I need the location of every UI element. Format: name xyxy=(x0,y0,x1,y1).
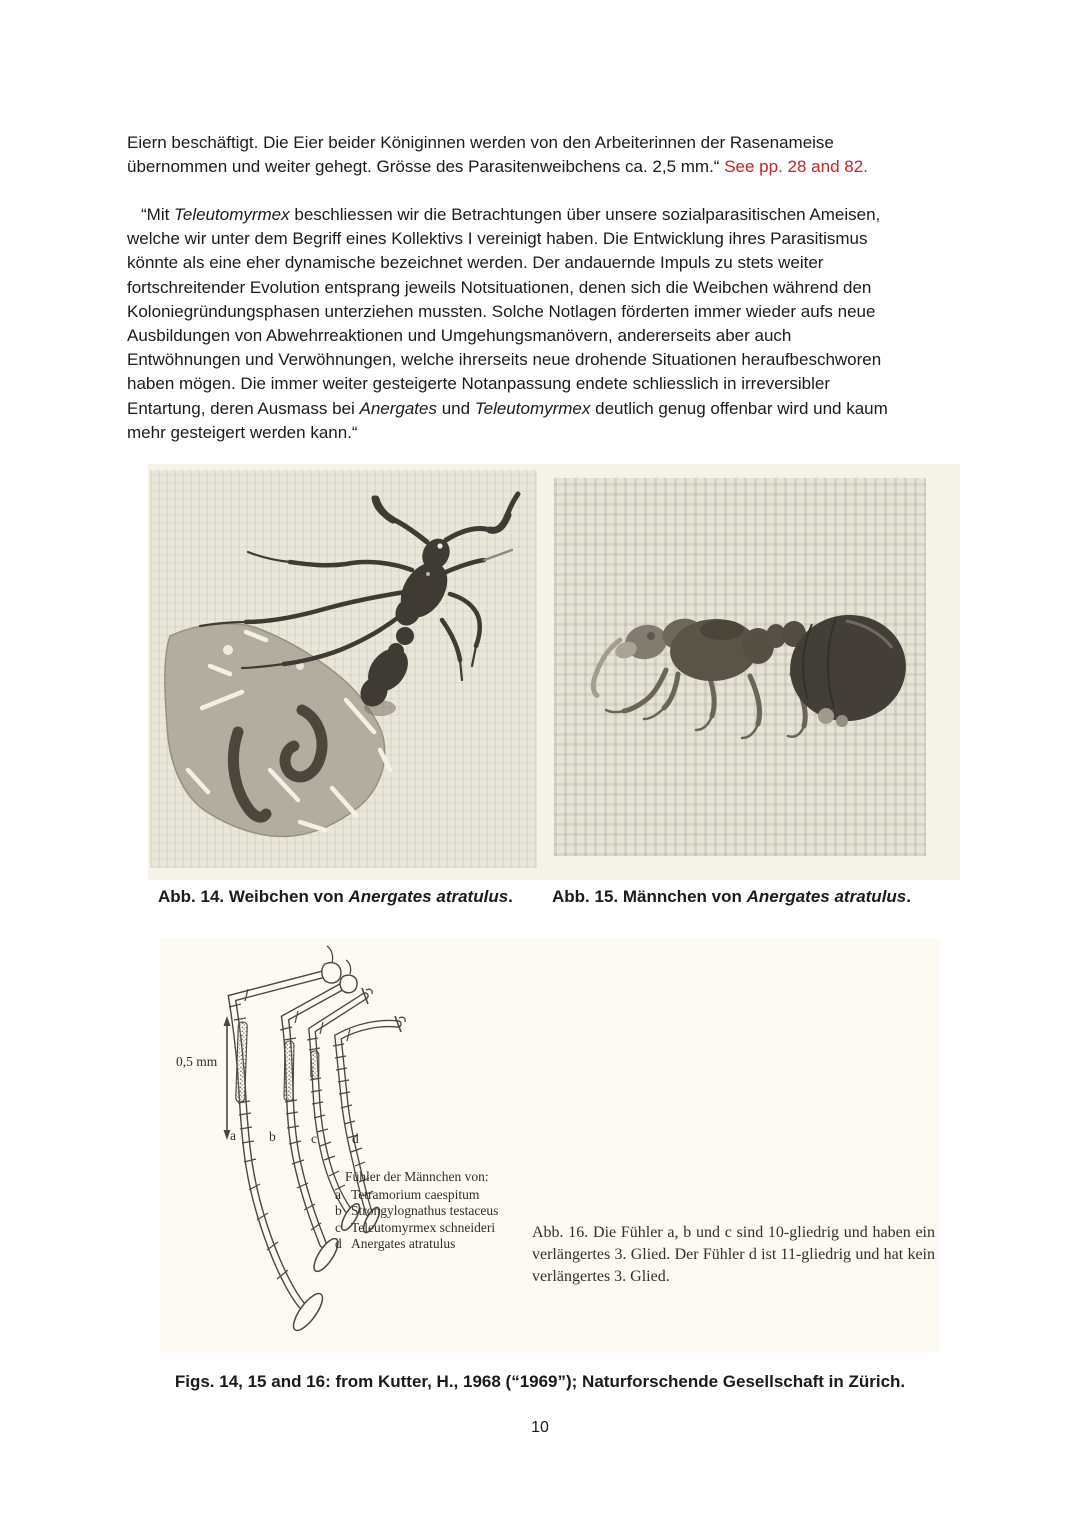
legend-key: d xyxy=(335,1236,342,1251)
caption-text: . xyxy=(906,887,911,906)
egg-mass xyxy=(165,624,385,837)
body-text: Entartung, deren Ausmass bei xyxy=(127,398,360,418)
legend-species: Tetramorium caespitum xyxy=(351,1186,480,1202)
glare-spot xyxy=(223,645,233,655)
body-text: und xyxy=(436,398,475,418)
legend-species: Anergates atratulus xyxy=(351,1236,456,1251)
paragraph-line: Ausbildungen von Abwehrreaktionen und Umgehungsmanövern, andererseits aber auch xyxy=(127,326,792,346)
figure-abb16-antennae xyxy=(160,938,940,1352)
legend-title: Fühler der Männchen von: xyxy=(345,1169,489,1184)
antennae xyxy=(374,494,518,542)
source-caption: Figs. 14, 15 and 16: from Kutter, H., 1968 (“1969”); Naturforschende Gesellschaft in Zürich. xyxy=(174,1372,906,1391)
paragraph-line xyxy=(127,203,963,227)
legend-key: a xyxy=(335,1186,341,1202)
antenna-label-c: c xyxy=(311,1131,317,1146)
female-ant-illustration xyxy=(150,470,537,868)
scale-bar xyxy=(224,1016,231,1140)
thorax-highlight xyxy=(426,572,430,576)
body-text: Eiern beschäftigt. Die Eier beider Königinnen werden von den Arbeiterinnen der Rasenameise xyxy=(127,133,834,152)
paragraph-line: haben mögen. Die immer weiter gesteigerte Notanpassung endete schliesslich in irreversibler xyxy=(127,374,831,394)
photo-abb15-male-ant xyxy=(554,478,926,856)
legend-row xyxy=(335,1187,498,1204)
species-name: Teleutomyrmex xyxy=(474,398,591,418)
legend-species: Strongylognathus testaceus xyxy=(351,1203,499,1218)
antenna-label-b: b xyxy=(269,1129,276,1144)
legend-key: b xyxy=(335,1203,342,1218)
body-text: beschliessen wir die Betrachtungen über unsere sozialparasitischen Ameisen, xyxy=(289,205,881,224)
body-text: deutlich genug offenbar wird und kaum xyxy=(590,398,888,418)
paragraph-line xyxy=(127,131,963,155)
caption-abb15 xyxy=(552,887,911,907)
caption-abb16: Abb. 16. Die Fühler a, b und c sind 10-gliedrig und haben ein verlängertes 3. Glied. Der Fühler d ist 11-gliedrig und hat kein verlängertes 3. Glied. xyxy=(532,1224,935,1285)
legend-row xyxy=(335,1220,498,1237)
antenna-line-drawing xyxy=(160,938,940,1352)
paragraph-line: könnte als eine eher dynamische bezeichnet werden. Der andauernde Impuls zu stets weiter xyxy=(127,253,824,273)
species-name: Anergates atratulus xyxy=(348,887,509,906)
paragraph-line: mehr gesteigert werden kann.“ xyxy=(127,422,358,442)
caption-abb14 xyxy=(158,887,513,907)
paragraph-quote xyxy=(127,203,963,445)
stippled-segments xyxy=(236,1022,319,1102)
caption-text: Abb. 14. Weibchen von xyxy=(158,887,349,906)
paragraph-line xyxy=(127,397,963,421)
ant-body xyxy=(613,607,913,728)
page-number: 10 xyxy=(531,1419,549,1436)
species-name: Anergates atratulus xyxy=(746,887,907,906)
scale-label: 0,5 mm xyxy=(176,1054,218,1069)
red-page-reference: See pp. 28 and 82. xyxy=(724,157,868,177)
caption-text: . xyxy=(508,887,513,906)
paragraph-line: Entwöhnungen und Verwöhnungen, welche ihrerseits neue drohende Situationen heraufbeschworen xyxy=(127,350,882,370)
antenna-legend xyxy=(335,1169,498,1253)
legend-key: c xyxy=(335,1219,341,1235)
paragraph-line: Koloniegründungsphasen unterziehen mussten. Solche Notlagen förderten immer wieder aufs neue xyxy=(127,301,876,321)
genitalia xyxy=(836,715,848,727)
body-text: “Mit xyxy=(141,205,175,224)
photo-abb14-female-ant xyxy=(150,470,537,868)
legend-row xyxy=(335,1236,498,1253)
paragraph-line: welche wir unter dem Begriff eines Kollektivs I vereinigt haben. Die Entwicklung ihres Parasitismus xyxy=(127,229,868,249)
antenna-label-a: a xyxy=(230,1128,236,1143)
antenna xyxy=(593,640,620,696)
species-name: Anergates xyxy=(359,398,437,418)
paragraph-intro xyxy=(127,131,963,179)
caption-text: Abb. 15. Männchen von xyxy=(552,887,747,906)
paragraph-line xyxy=(127,155,963,179)
head-highlight xyxy=(437,543,442,548)
genitalia xyxy=(818,708,834,724)
legend-species: Teleutomyrmex schneideri xyxy=(351,1219,496,1235)
photo-figures-strip xyxy=(148,464,960,880)
antenna-label-d: d xyxy=(352,1131,359,1146)
legend-row xyxy=(335,1203,498,1220)
paragraph-line: fortschreitender Evolution entsprang jeweils Notsituationen, denen sich die Weibchen während den xyxy=(127,277,872,297)
body-text: übernommen und weiter gehegt. Grösse des Parasitenweibchens ca. 2,5 mm.“ xyxy=(127,157,725,177)
species-name: Teleutomyrmex xyxy=(174,205,290,224)
male-ant-illustration xyxy=(554,478,926,856)
